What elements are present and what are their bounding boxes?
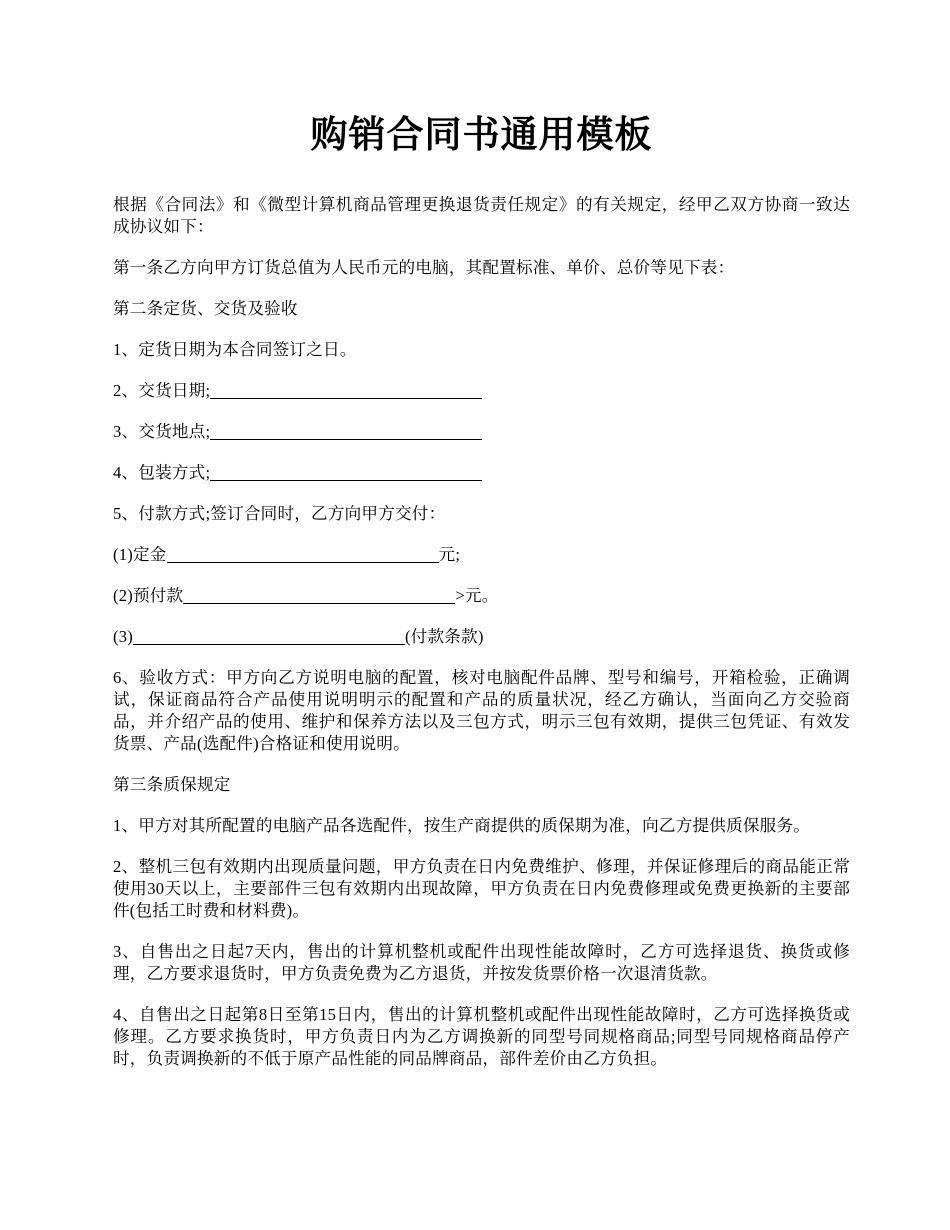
clause-2-3-label: 3、交货地点; xyxy=(113,422,211,441)
prepayment-blank xyxy=(183,587,455,604)
article-2-heading: 第二条定货、交货及验收 xyxy=(113,299,298,318)
clause-2-4-label: 4、包装方式; xyxy=(113,463,211,482)
payment-3 xyxy=(113,626,850,648)
payment-2-suffix: >元。 xyxy=(455,586,499,605)
clause-3-4: 4、自售出之日起第8日至第15日内，售出的计算机整机或配件出现性能故障时，乙方可选择换货或修理。乙方要求换货时，甲方负责日内为乙方调换新的同型号同规格商品;同型号同规格商品停产时，负责调换新的不低于原产品性能的同品牌商品，部件差价由乙方负担。 xyxy=(113,1005,850,1068)
payment-terms-blank xyxy=(133,628,405,645)
article-1: 第一条乙方向甲方订货总值为人民币元的电脑，其配置标准、单价、总价等见下表： xyxy=(113,258,735,277)
payment-1-label: (1)定金 xyxy=(113,545,167,564)
clause-2-3 xyxy=(113,421,850,443)
clause-2-1: 1、定货日期为本合同签订之日。 xyxy=(113,340,357,359)
payment-2 xyxy=(113,585,850,607)
payment-3-label: (3) xyxy=(113,627,133,646)
intro-paragraph: 根据《合同法》和《微型计算机商品管理更换退货责任规定》的有关规定，经甲乙双方协商一致达成协议如下： xyxy=(113,195,850,236)
clause-2-4 xyxy=(113,462,850,484)
delivery-date-blank xyxy=(210,382,482,399)
document-title: 购销合同书通用模板 xyxy=(310,115,653,156)
packaging-blank xyxy=(210,464,482,481)
delivery-place-blank xyxy=(210,423,482,440)
clause-3-1: 1、甲方对其所配置的电脑产品各选配件，按生产商提供的质保期为准，向乙方提供质保服务。 xyxy=(113,816,811,835)
clause-3-3: 3、自售出之日起7天内，售出的计算机整机或配件出现性能故障时，乙方可选择退货、换货或修理，乙方要求退货时，甲方负责免费为乙方退货，并按发货票价格一次退清货款。 xyxy=(113,942,850,983)
deposit-blank xyxy=(167,546,439,563)
payment-2-label: (2)预付款 xyxy=(113,586,184,605)
payment-1-suffix: 元; xyxy=(438,545,461,564)
clause-2-6: 6、验收方式：甲方向乙方说明电脑的配置，核对电脑配件品牌、型号和编号，开箱检验，正确调试，保证商品符合产品使用说明明示的配置和产品的质量状况，经乙方确认，当面向乙方交验商品，并介绍产品的使用、维护和保养方法以及三包方式，明示三包有效期，提供三包凭证、有效发货票、产品(选配件)合格证和使用说明。 xyxy=(113,668,850,753)
clause-2-5: 5、付款方式;签订合同时，乙方向甲方交付： xyxy=(113,504,446,523)
payment-3-suffix: (付款条款) xyxy=(404,627,484,646)
payment-1 xyxy=(113,544,850,566)
article-3-heading: 第三条质保规定 xyxy=(113,775,231,794)
clause-2-2 xyxy=(113,380,850,402)
clause-2-2-label: 2、交货日期; xyxy=(113,381,211,400)
clause-3-2: 2、整机三包有效期内出现质量问题，甲方负责在日内免费维护、修理，并保证修理后的商品能正常使用30天以上，主要部件三包有效期内出现故障，甲方负责在日内免费修理或免费更换新的主要部件(包括工时费和材料费)。 xyxy=(113,857,850,920)
